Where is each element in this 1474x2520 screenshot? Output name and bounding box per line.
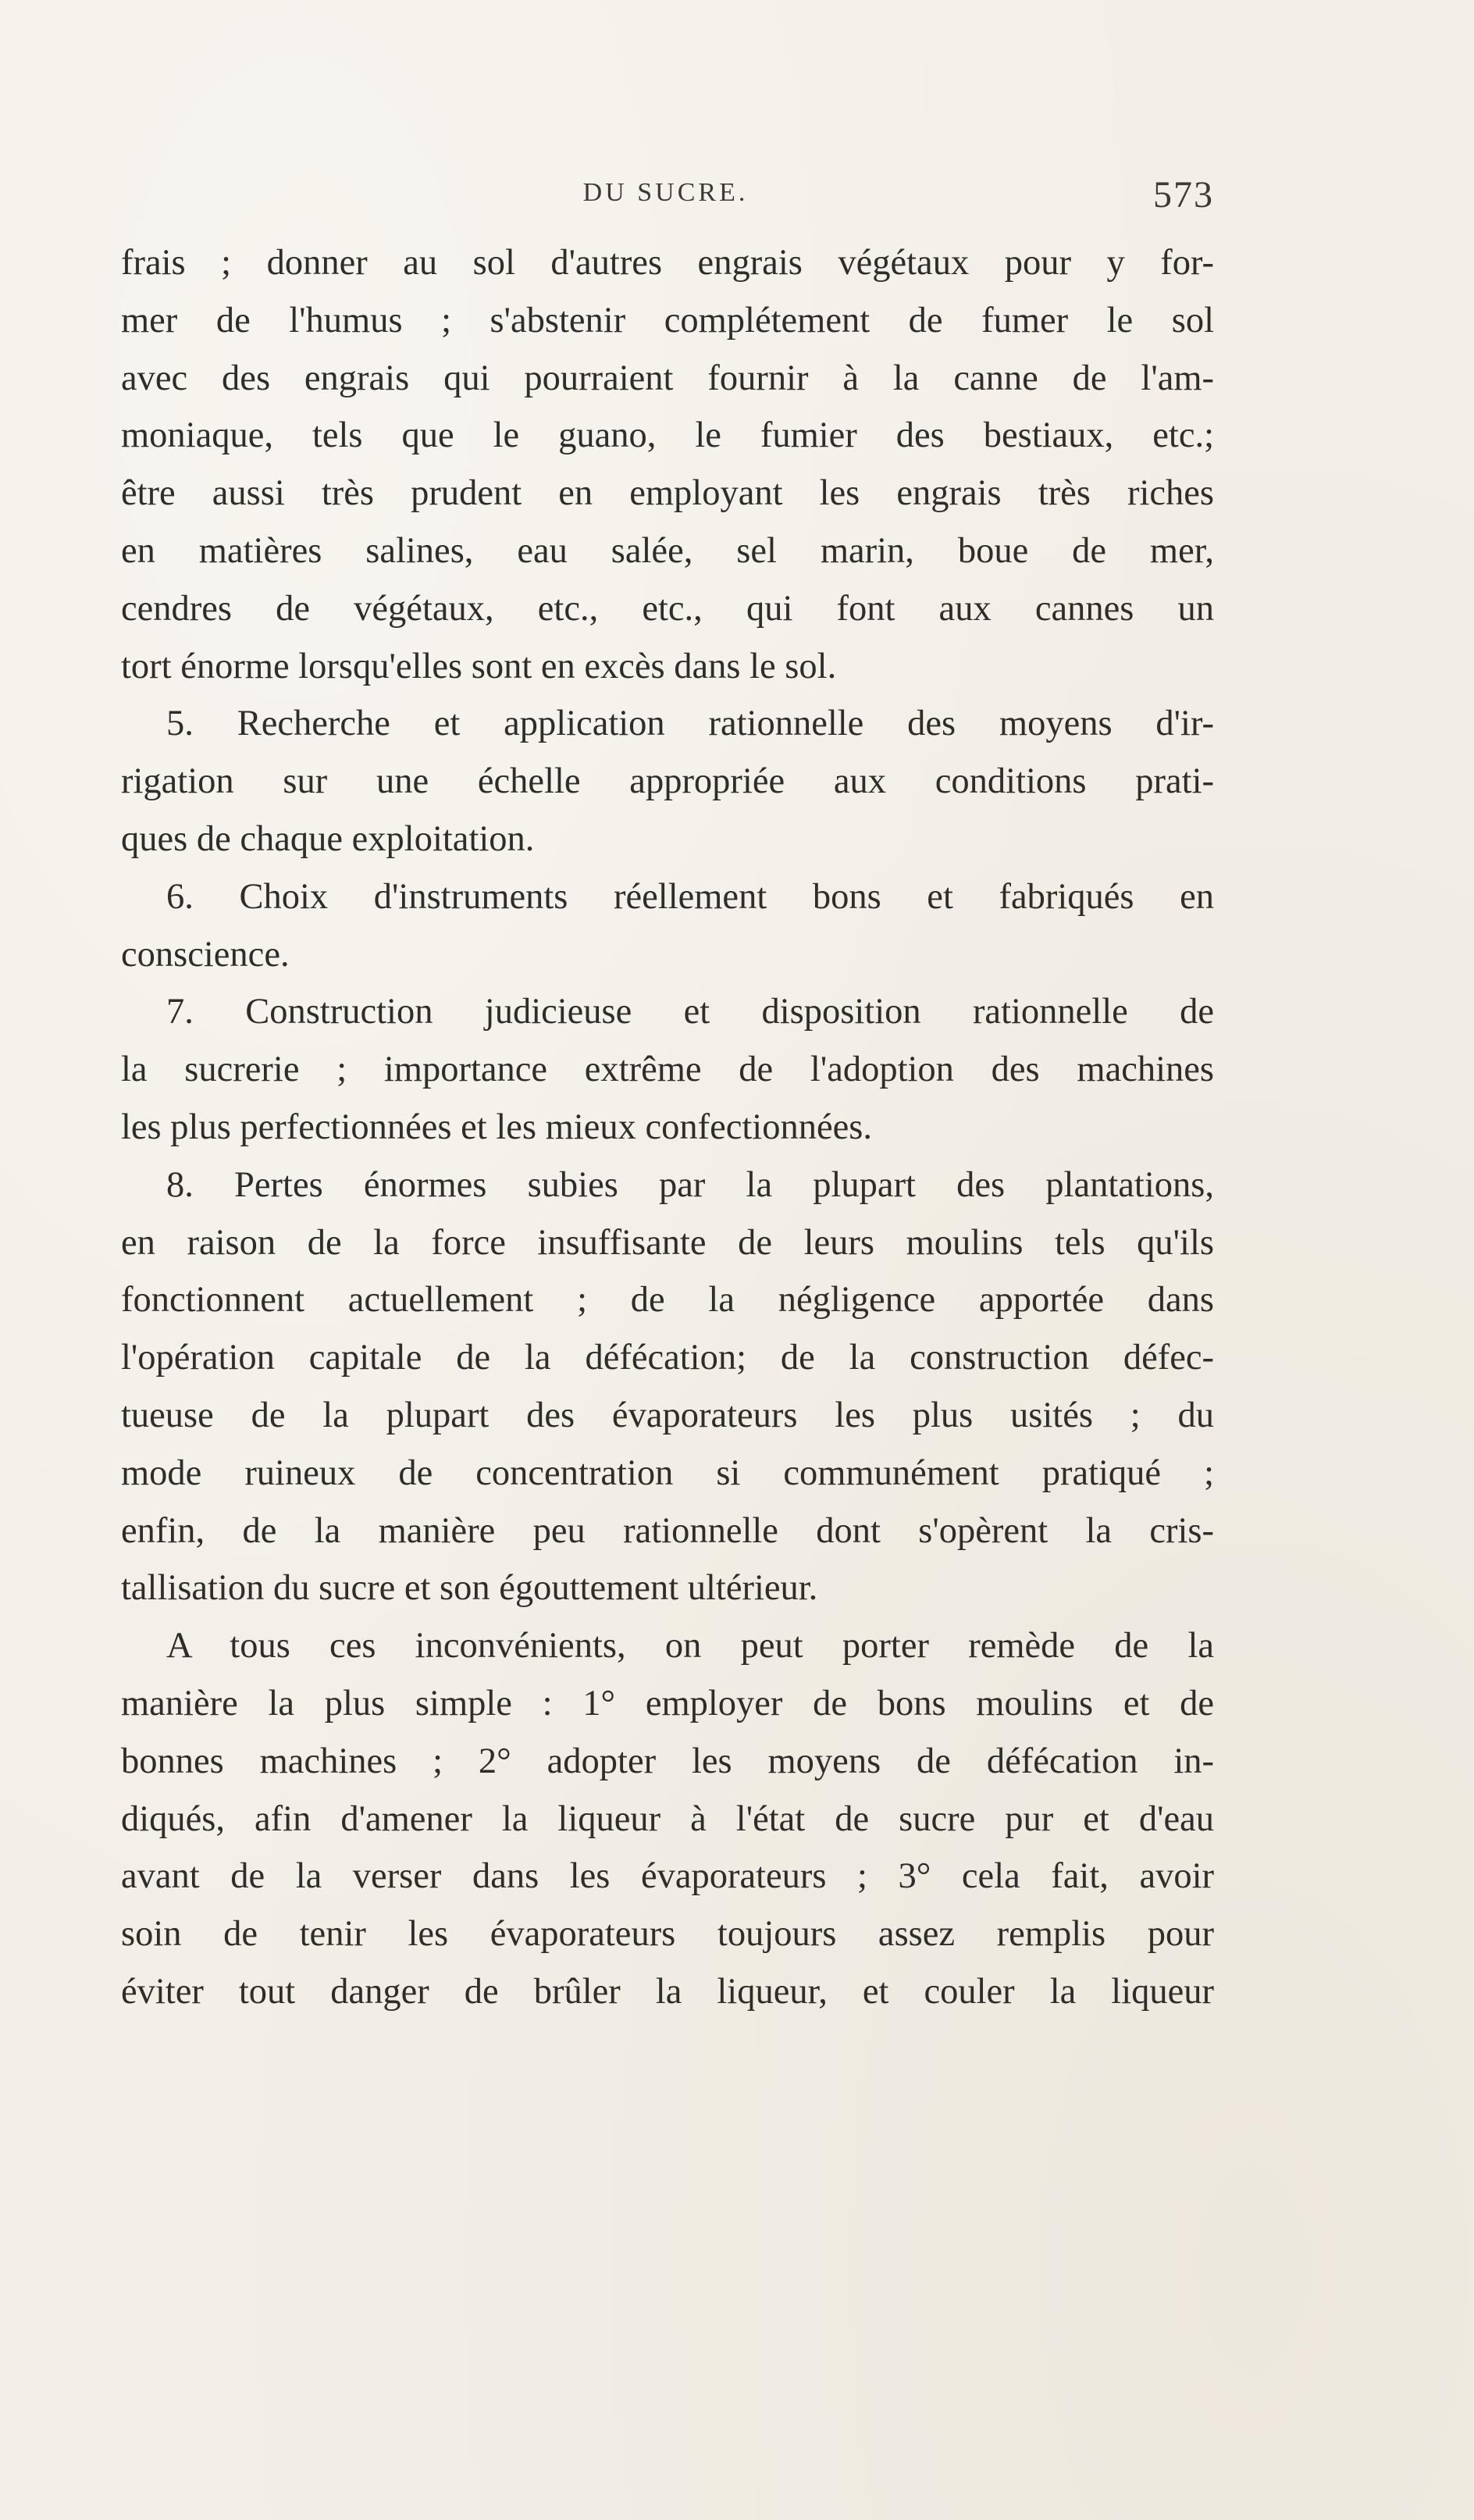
text-line: 8. Pertes énormes subies par la plupart des plantations,	[166, 1164, 1214, 1205]
text-line: 5. Recherche et application rationnelle des moyens d'ir-	[166, 704, 1214, 744]
text-line: rigation sur une échelle appropriée aux conditions prati-	[121, 761, 1214, 802]
text-line: l'opération capitale de la défécation; de la construction défec-	[121, 1338, 1214, 1378]
text-line: manière la plus simple : 1° employer de bons moulins et de	[121, 1683, 1214, 1723]
text-line: 6. Choix d'instruments réellement bons et fabriqués en	[166, 876, 1214, 917]
text-line: cendres de végétaux, etc., etc., qui font aux cannes un	[121, 588, 1214, 629]
text-line: éviter tout danger de brûler la liqueur, et couler la liqueur	[121, 1971, 1214, 2012]
text-line: soin de tenir les évaporateurs toujours assez remplis pour	[121, 1914, 1214, 1955]
text-line: avec des engrais qui pourraient fournir à la canne de l'am-	[121, 358, 1214, 398]
text-line: être aussi très prudent en employant les engrais très riches	[121, 473, 1214, 514]
text-line: tueuse de la plupart des évaporateurs les plus usités ; du	[121, 1395, 1214, 1435]
text-line: tallisation du sucre et son égouttement ultérieur.	[121, 1568, 818, 1609]
text-line: mode ruineux de concentration si communément pratiqué ;	[121, 1452, 1214, 1493]
text-line: en matières salines, eau salée, sel marin, boue de mer,	[121, 530, 1214, 571]
text-line: frais ; donner au sol d'autres engrais végétaux pour y for-	[121, 243, 1214, 283]
running-head: DU SUCRE.	[582, 178, 749, 207]
page-number: 573	[1153, 174, 1214, 216]
text-line: A tous ces inconvénients, on peut porter remède de la	[166, 1626, 1214, 1666]
text-line: 7. Construction judicieuse et disposition rationnelle de	[166, 992, 1214, 1032]
text-line: bonnes machines ; 2° adopter les moyens de défécation in-	[121, 1741, 1214, 1781]
page-header	[117, 174, 1214, 225]
text-line: enfin, de la manière peu rationnelle dont s'opèrent la cris-	[121, 1510, 1214, 1551]
text-line: moniaque, tels que le guano, le fumier des bestiaux, etc.;	[121, 415, 1214, 456]
body-text	[121, 234, 1214, 2021]
text-line: fonctionnent actuellement ; de la négligence apportée dans	[121, 1280, 1214, 1321]
text-line: en raison de la force insuffisante de leurs moulins tels qu'ils	[121, 1222, 1214, 1263]
text-line: avant de la verser dans les évaporateurs ; 3° cela fait, avoir	[121, 1856, 1214, 1897]
text-line: mer de l'humus ; s'abstenir complétement de fumer le sol	[121, 300, 1214, 340]
text-line: diqués, afin d'amener la liqueur à l'état de sucre pur et d'eau	[121, 1798, 1214, 1839]
text-line: les plus perfectionnées et les mieux confectionnées.	[121, 1107, 872, 1147]
text-line: conscience.	[121, 934, 290, 975]
text-line: la sucrerie ; importance extrême de l'adoption des machines	[121, 1050, 1214, 1090]
text-line: ques de chaque exploitation.	[121, 818, 535, 859]
text-line: tort énorme lorsqu'elles sont en excès dans le sol.	[121, 646, 837, 686]
